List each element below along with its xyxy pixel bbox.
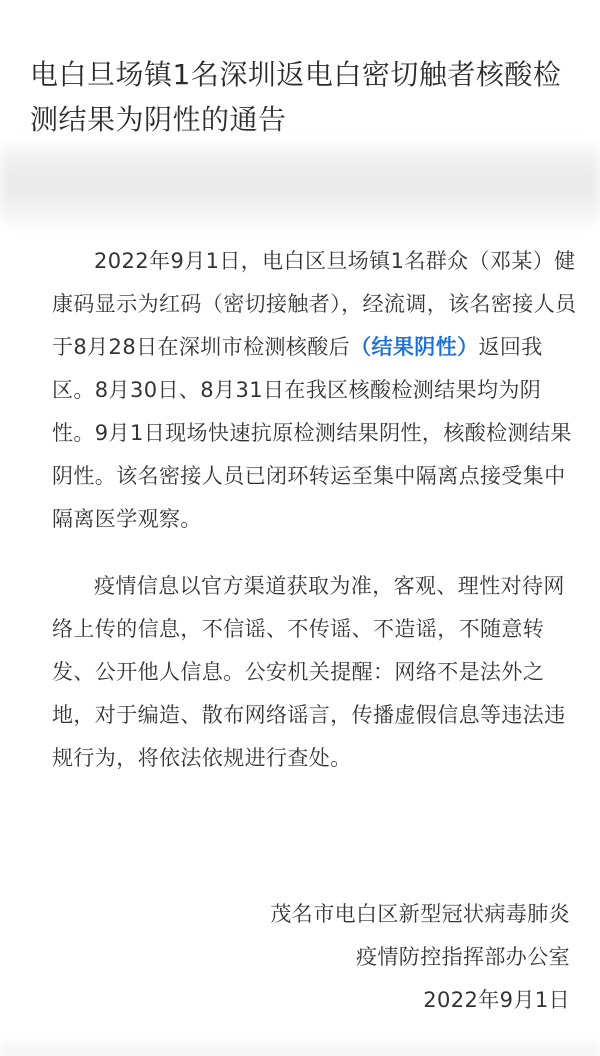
signature-date: 2022年9月1日 bbox=[423, 988, 570, 1012]
bottom-blurred-edge bbox=[0, 1038, 600, 1056]
test-result-highlight: （结果阴性） bbox=[350, 335, 479, 359]
blurred-region bbox=[0, 140, 600, 230]
signature-org-line-2: 疫情防控指挥部办公室 bbox=[356, 945, 570, 969]
signature-org-line-1: 茂名市电白区新型冠状病毒肺炎 bbox=[270, 902, 570, 926]
paragraph-1-text-start: 2022年9月1日，电白区旦场镇1名群众（邓某）健康码显示为红码（密切接触者），经流调，该名密接人员于8月28日在深圳市检测核酸后 bbox=[52, 249, 577, 359]
notice-paragraph-1 bbox=[52, 240, 577, 541]
paragraph-1-text-end: 返回我区。8月30日、8月31日在我区核酸检测结果均为阴性。9月1日现场快速抗原检测结果阴性，核酸检测结果阴性。该名密接人员已闭环转运至集中隔离点接受集中隔离医学观察。 bbox=[52, 335, 572, 531]
notice-title: 电白旦场镇1名深圳返电白密切触者核酸检测结果为阴性的通告 bbox=[30, 58, 562, 136]
notice-paragraph-2: 疫情信息以官方渠道获取为准，客观、理性对待网络上传的信息，不信谣、不传谣、不造谣，不随意转发、公开他人信息。公安机关提醒：网络不是法外之地，对于编造、散布网络谣言，传播虚假信息等违法违规行为，将依法依规进行查处。 bbox=[52, 574, 566, 770]
